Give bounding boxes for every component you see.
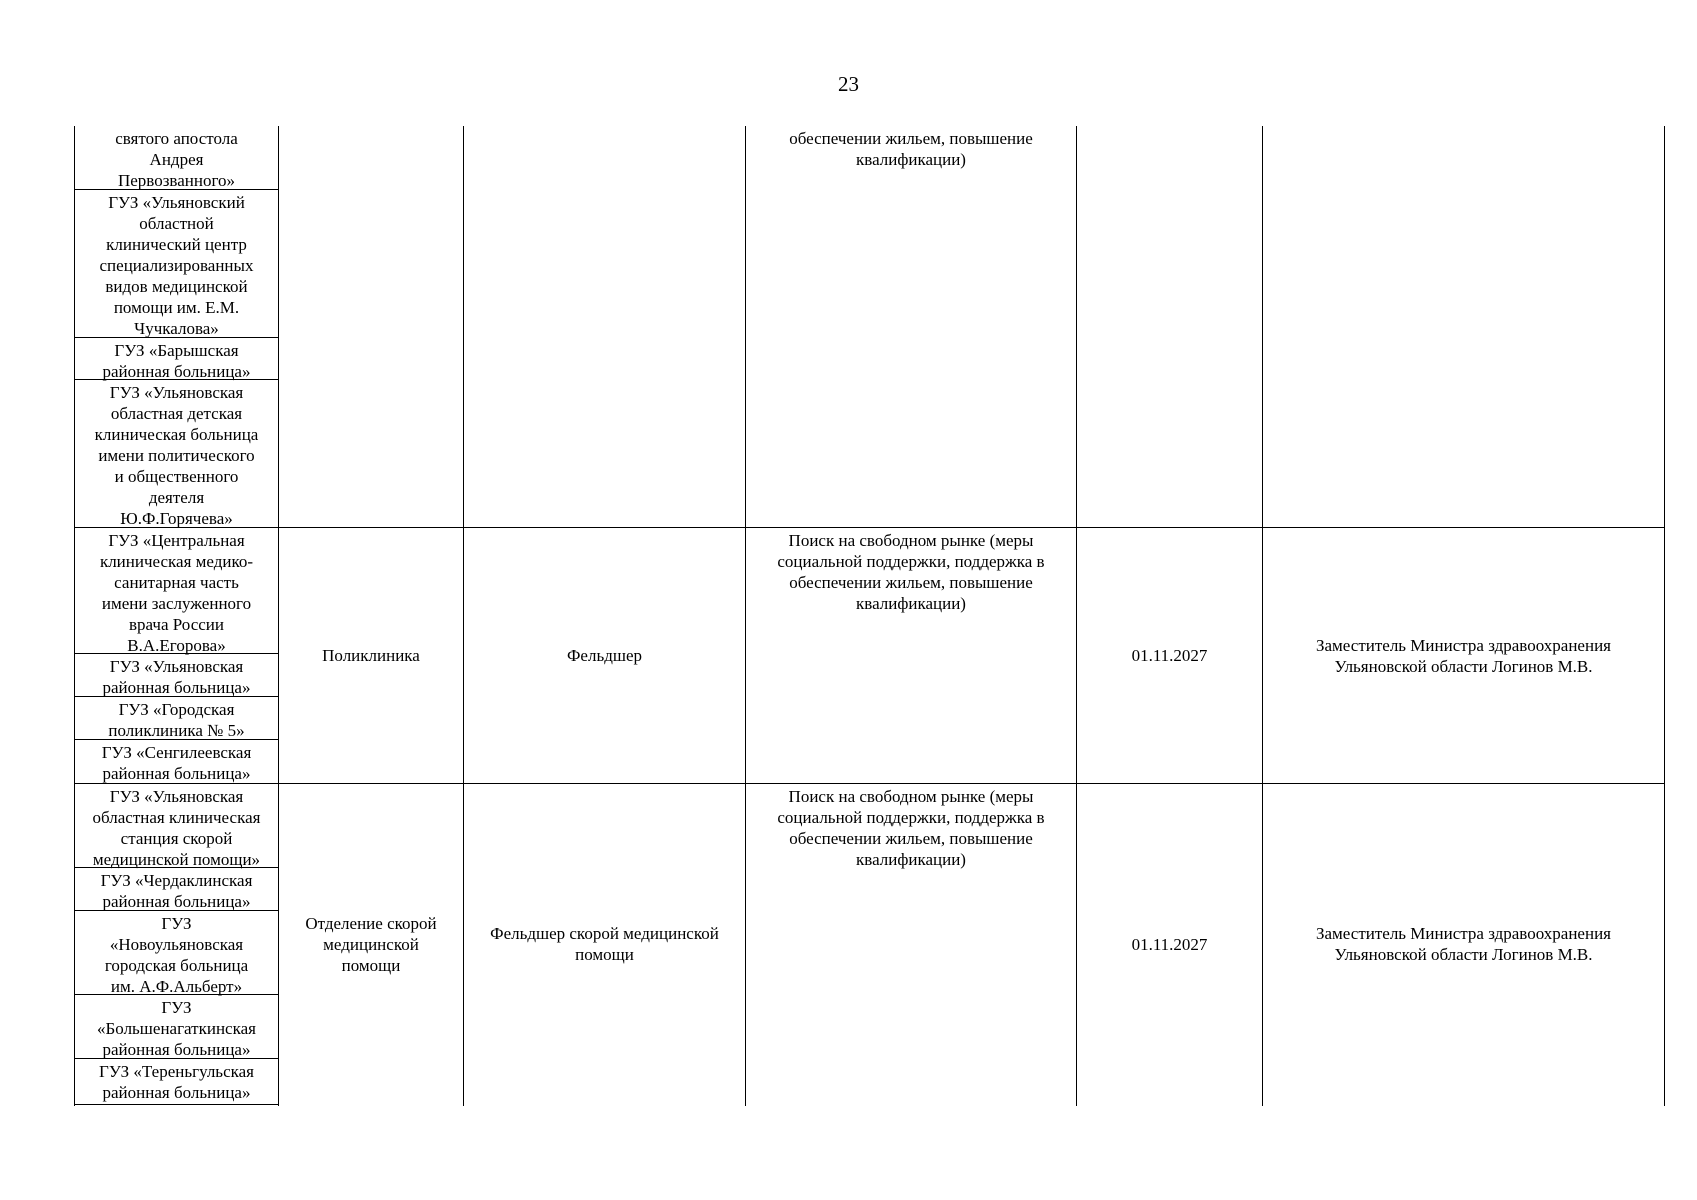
text-line: ГУЗ [161,998,192,1017]
text-line: ГУЗ «Ульяновская [109,383,244,402]
text-line: видов медицинской [105,277,248,296]
org-cell [75,868,278,910]
text-line: Отделение скорой [305,913,437,933]
text-line: районная больница» [102,892,251,911]
department-cell [279,784,463,1104]
org-cell [75,380,278,527]
text-line: Поиск на свободном рынке (меры [788,531,1034,550]
text-line: районная больница» [102,362,251,381]
org-cell [75,911,278,994]
text-line: станция скорой [120,829,233,848]
date-cell: 01.11.2027 [1131,934,1208,954]
text-line: квалификации) [856,150,966,169]
text-line: «Новоульяновская [109,935,244,954]
text-line: областной [139,214,214,233]
text-line: ГУЗ «Барышская [114,341,239,360]
text-line: Заместитель Министра здравоохранения [1315,924,1611,943]
text-line: социальной поддержки, поддержка в [777,808,1045,827]
org-cell [75,338,278,379]
text-line: Поиск на свободном рынке (меры [788,787,1034,806]
table-border-right [1664,126,1665,1106]
text-line: помощи [575,945,634,964]
text-line: районная больница» [102,678,251,697]
text-line: Фельдшер скорой медицинской [490,924,719,943]
text-line: ГУЗ [161,914,192,933]
text-line: областная клиническая [92,808,261,827]
text-line: Ульяновской области Логинов М.В. [1334,656,1593,676]
org-cell [75,740,278,783]
text-line: ГУЗ «Чердаклинская [100,871,253,890]
text-line: санитарная часть [114,573,239,592]
text-line: клинический центр [106,235,247,254]
measure-cell [746,784,1076,1104]
text-line: районная больница» [102,1083,251,1102]
org-cell [75,528,278,653]
text-line: ГУЗ «Тереньгульская [99,1062,254,1081]
responsible-cell [1263,528,1664,783]
text-line: областная детская [110,404,243,423]
responsible-cell [1263,784,1664,1104]
date-cell: 01.11.2027 [1131,646,1208,665]
text-line: имени заслуженного [101,594,252,613]
org-cell [75,697,278,739]
text-line: и общественного [114,467,239,486]
org-cell [75,126,278,189]
text-line: Ю.Ф.Горячева» [120,509,233,528]
text-line: им. А.Ф.Альберт» [110,977,243,996]
text-line: «Большенагаткинская [97,1019,256,1038]
text-line: помощи им. Е.М. [113,298,240,317]
text-line: ГУЗ «Сенгилеевская [101,743,252,762]
text-line: Андрея [149,150,204,169]
org-cell [75,1059,278,1104]
org-cell [75,654,278,696]
text-line: районная больница» [102,1040,251,1059]
text-line: городская больница [104,956,249,975]
text-line: ГУЗ «Центральная [108,531,245,550]
text-line: Чучкалова» [134,319,219,338]
text-line: ГУЗ «Городская [118,700,235,719]
position-cell: Фельдшер [567,646,642,665]
text-line: районная больница» [102,764,251,783]
org-cell [75,190,278,337]
text-line: квалификации) [856,594,966,613]
text-line: обеспечении жильем, повышение [789,129,1033,148]
text-line: медицинской помощи» [92,850,261,869]
text-line: клиническая медико- [99,552,254,571]
text-line: обеспечении жильем, повышение [789,573,1033,592]
text-line: Ульяновской области Логинов М.В. [1334,945,1593,964]
text-line: ГУЗ «Ульяновская [109,787,244,806]
text-line: имени политического [98,446,255,465]
text-line: Заместитель Министра здравоохранения [1315,635,1611,655]
text-line: обеспечении жильем, повышение [789,829,1033,848]
text-line: деятеля [148,488,205,507]
text-line: специализированных [99,256,254,275]
page-number: 23 [838,72,859,96]
text-line: поликлиника № 5» [108,721,245,740]
text-line: клиническая больница [94,425,259,444]
text-line: Первозванного» [117,171,236,190]
department-cell: Поликлиника [322,646,420,665]
table-bottom-border [74,1104,279,1105]
text-line: социальной поддержки, поддержка в [777,552,1045,571]
position-cell [464,784,745,1104]
text-line: святого апостола [115,129,238,148]
text-line: медицинской [323,934,419,954]
measure-cell [746,126,1076,186]
text-line: помощи [341,955,401,975]
org-cell [75,995,278,1058]
measure-cell [746,528,1076,783]
text-line: врача России [129,615,224,634]
text-line: ГУЗ «Ульяновская [109,657,244,676]
text-line: квалификации) [856,850,966,869]
text-line: ГУЗ «Ульяновский [108,193,245,212]
org-cell [75,784,278,867]
text-line: В.А.Егорова» [127,636,226,655]
